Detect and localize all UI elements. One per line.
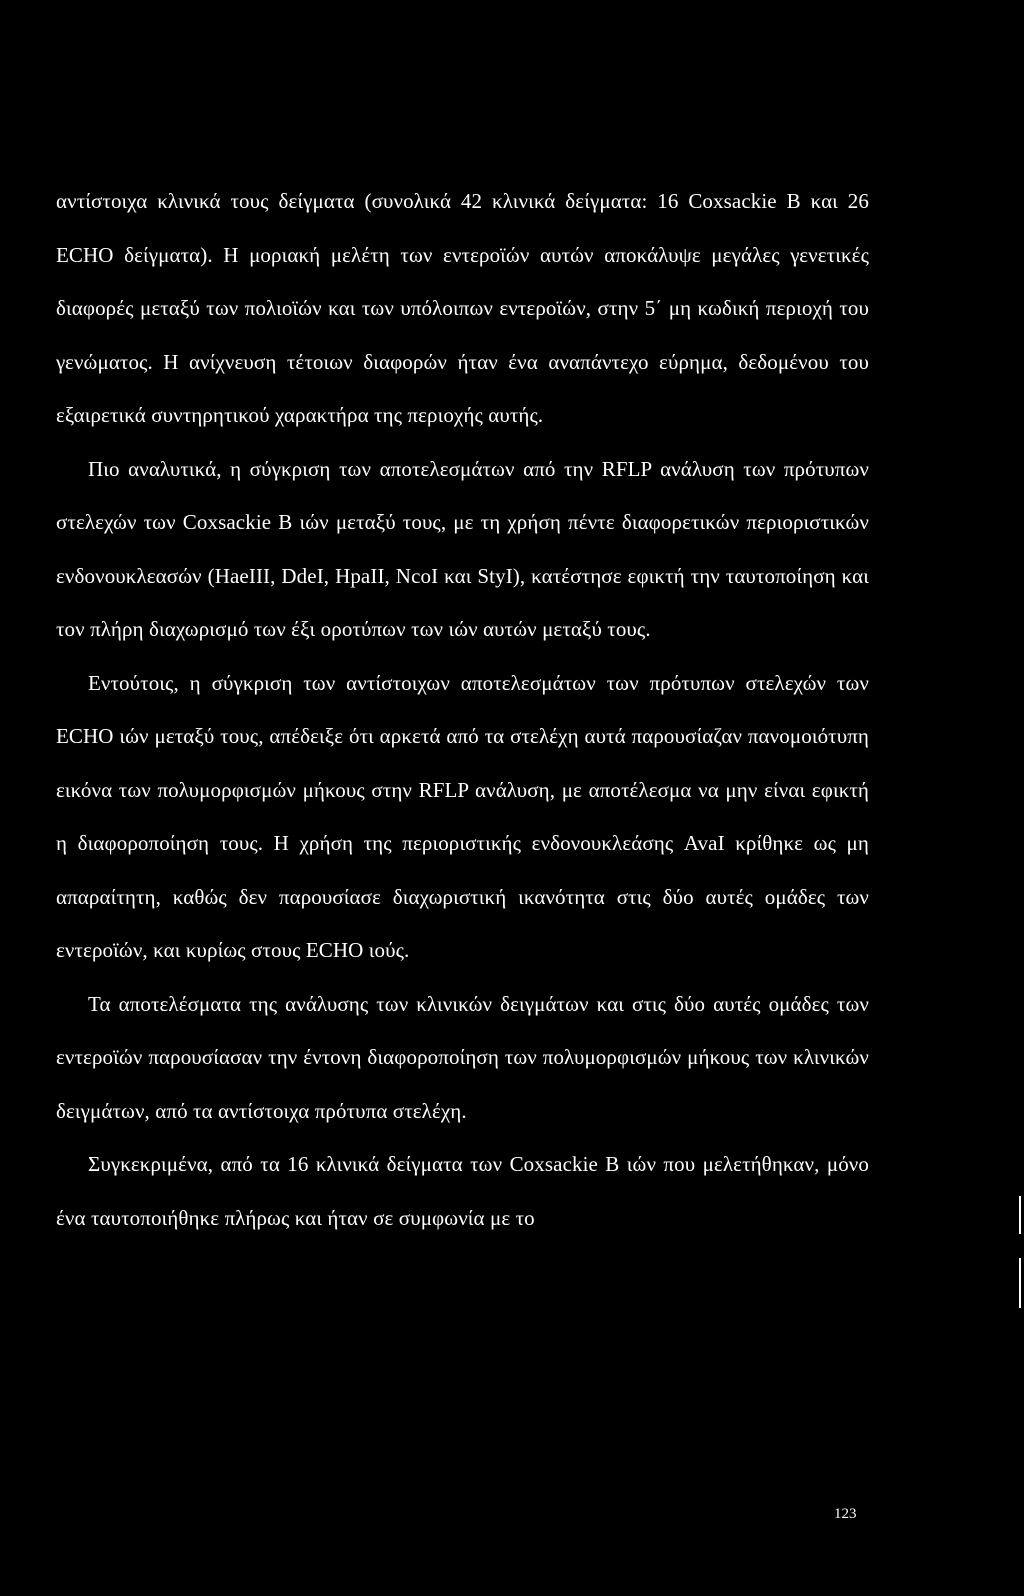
paragraph-2: Πιο αναλυτικά, η σύγκριση των αποτελεσμάτων από την RFLP ανάλυση των πρότυπων στελεχών των Coxsackie B ιών μεταξύ τους, με τη χρήση πέντε διαφορετικών περιοριστικών ενδονουκλεασών (HaeIII, DdeI, HpaII, NcoI και StyI), κατέστησε εφικτή την ταυτοποίηση και τον πλήρη διαχωρισμό των έξι οροτύπων των ιών αυτών μεταξύ τους.: [56, 456, 869, 641]
scan-edge-mark: [1019, 1258, 1021, 1308]
page-number: 123: [834, 1506, 857, 1522]
scan-edge-mark: [1019, 1196, 1021, 1234]
paragraph-3: Εντούτοις, η σύγκριση των αντίστοιχων αποτελεσμάτων των πρότυπων στελεχών των ECHO ιών μεταξύ τους, απέδειξε ότι αρκετά από τα στελέχη αυτά παρουσίαζαν πανομοιότυπη εικόνα των πολυμορφισμών μήκους στην RFLP ανάλυση, με αποτέλεσμα να μην είναι εφικτή η διαφοροποίηση τους. Η χρήση της περιοριστικής ενδονουκλεάσης AvaI κρίθηκε ως μη απαραίτητη, καθώς δεν παρουσίασε διαχωριστική ικανότητα στις δύο αυτές ομάδες των εντεροϊών, και κυρίως στους ECHO ιούς.: [56, 670, 869, 962]
paragraph-5: Συγκεκριμένα, από τα 16 κλινικά δείγματα των Coxsackie B ιών που μελετήθηκαν, μόνο ένα ταυτοποιήθηκε πλήρως και ήταν σε συμφωνία με το: [56, 1152, 869, 1230]
paragraph-4: Τα αποτελέσματα της ανάλυσης των κλινικών δειγμάτων και στις δύο αυτές ομάδες των εντεροϊών παρουσίασαν την έντονη διαφοροποίηση των πολυμορφισμών μήκους των κλινικών δειγμάτων, από τα αντίστοιχα πρότυπα στελέχη.: [56, 991, 869, 1123]
paragraph-1: αντίστοιχα κλινικά τους δείγματα (συνολικά 42 κλινικά δείγματα: 16 Coxsackie B και 26 ECHO δείγματα). Η μοριακή μελέτη των εντεροϊών αυτών αποκάλυψε μεγάλες γενετικές διαφορές μεταξύ των πολιοϊών και των υπόλοιπων εντεροϊών, στην 5΄ μη κωδική περιοχή του γενώματος. Η ανίχνευση τέτοιων διαφορών ήταν ένα αναπάντεχο εύρημα, δεδομένου του εξαιρετικά συντηρητικού χαρακτήρα της περιοχής αυτής.: [56, 189, 869, 427]
document-body: [56, 175, 869, 1245]
